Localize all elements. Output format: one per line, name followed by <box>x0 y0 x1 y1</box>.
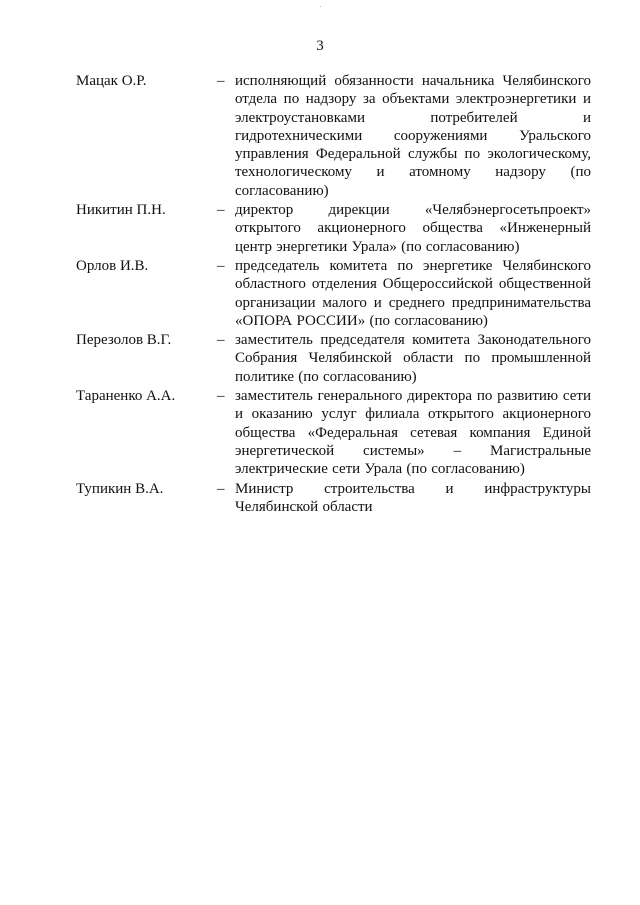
dash-separator: – <box>217 73 225 89</box>
member-role: директор дирекции «Челябэнергосетьпроект» открытого акционерного общества «Инженерный центр энергетики Урала» (по согласованию) <box>235 202 591 255</box>
member-role: исполняющий обязанности начальника Челябинского отдела по надзору за объектами электроэнергетики и электроустановками потребителей и гидротехническими сооружениями Уральского управления Федеральной службы по экологическому, технологическому и атомному надзору (по согласованию) <box>235 73 591 199</box>
member-role: Министр строительства и инфраструктуры Челябинской области <box>235 480 591 515</box>
member-name: Тараненко А.А. <box>76 388 176 405</box>
member-row <box>0 72 640 200</box>
dash-separator: – <box>217 388 225 405</box>
member-role: заместитель председателя комитета Законодательного Собрания Челябинской области по промышленной политике (по согласованию) <box>235 332 591 385</box>
member-name: Мацак О.Р. <box>76 73 147 89</box>
member-role: заместитель генерального директора по развитию сети и оказанию услуг филиала открытого акционерного общества «Федеральная сетевая компания Единой энергетической системы» – Магистральные электрические сети Урала (по согласованию) <box>235 388 591 478</box>
dash-separator: – <box>217 202 225 219</box>
member-name: Орлов И.В. <box>76 257 149 274</box>
page-number: 3 <box>316 38 324 54</box>
member-row <box>0 331 640 386</box>
dash-separator: – <box>217 332 225 349</box>
member-name: Перезолов В.Г. <box>76 332 172 349</box>
dash-separator: – <box>217 257 225 274</box>
member-row <box>0 201 640 256</box>
member-row <box>0 480 640 517</box>
member-name: Тупикин В.А. <box>76 480 164 497</box>
member-role: председатель комитета по энергетике Челябинского областного отделения Общероссийской общественной организации малого и среднего предпринимательства «ОПОРА РОССИИ» (по согласованию) <box>235 257 591 329</box>
member-name: Никитин П.Н. <box>76 202 166 219</box>
scan-speck <box>320 6 321 7</box>
dash-separator: – <box>217 480 225 497</box>
member-row <box>0 387 640 478</box>
member-list <box>0 72 640 517</box>
member-row <box>0 257 640 330</box>
